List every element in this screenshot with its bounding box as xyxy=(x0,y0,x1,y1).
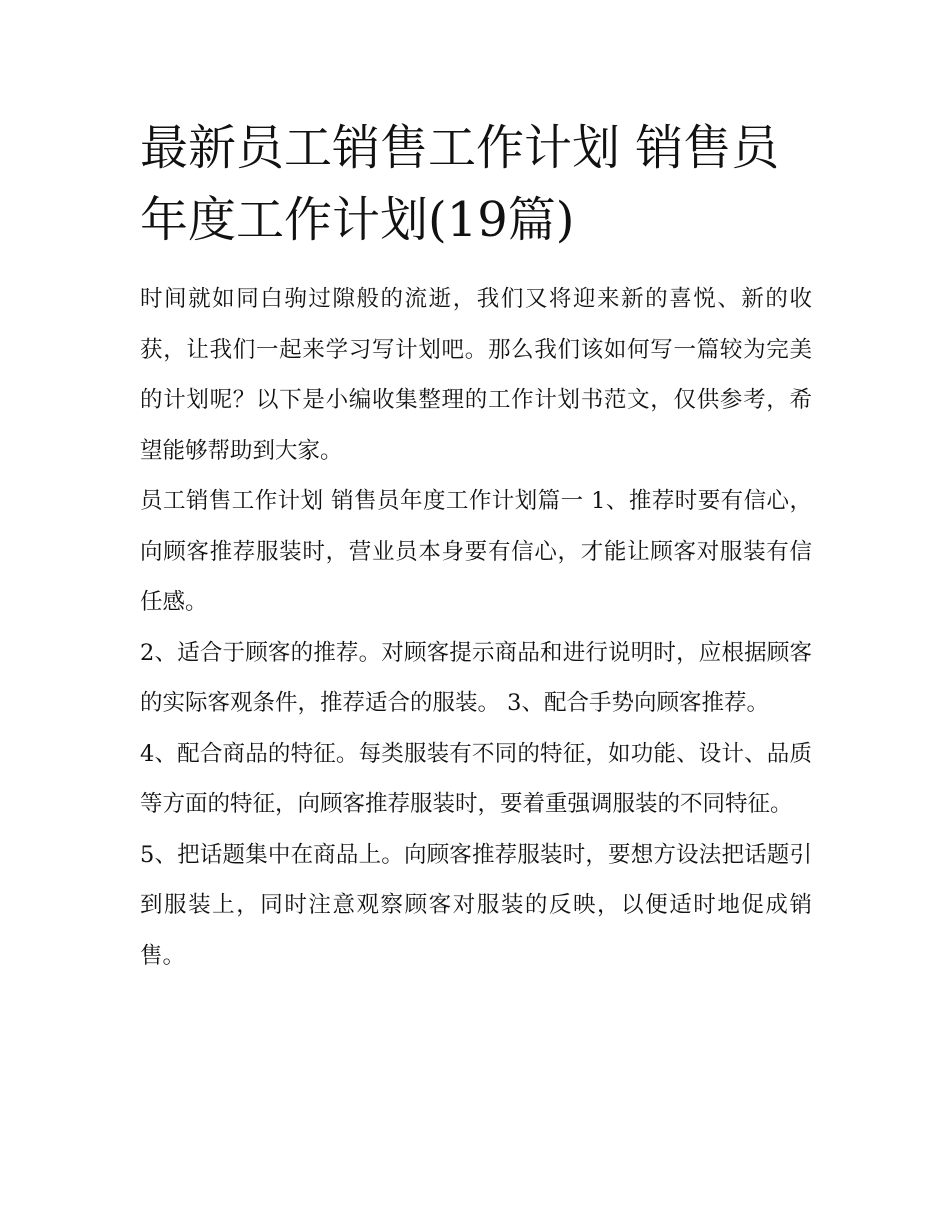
paragraph-2: 2、适合于顾客的推荐。对顾客提示商品和进行说明时，应根据顾客的实际客观条件，推荐适合的服装。 3、配合手势向顾客推荐。 xyxy=(140,639,812,716)
paragraph-intro: 时间就如同白驹过隙般的流逝，我们又将迎来新的喜悦、新的收获，让我们一起来学习写计划吧。那么我们该如何写一篇较为完美的计划呢？以下是小编收集整理的工作计划书范文，仅供参考，希望能够帮助到大家。 xyxy=(140,286,812,464)
document-page xyxy=(140,112,812,981)
paragraph-4: 4、配合商品的特征。每类服装有不同的特征，如功能、设计、品质等方面的特征，向顾客推荐服装时，要着重强调服装的不同特征。 xyxy=(140,740,812,817)
document-title: 最新员工销售工作计划 销售员年度工作计划(19篇) xyxy=(140,120,780,248)
paragraph-1: 员工销售工作计划 销售员年度工作计划篇一 1、推荐时要有信心，向顾客推荐服装时，营业员本身要有信心，才能让顾客对服装有信任感。 xyxy=(140,488,812,615)
paragraph-5: 5、把话题集中在商品上。向顾客推荐服装时，要想方设法把话题引到服装上，同时注意观察顾客对服装的反映，以便适时地促成销售。 xyxy=(140,841,812,969)
